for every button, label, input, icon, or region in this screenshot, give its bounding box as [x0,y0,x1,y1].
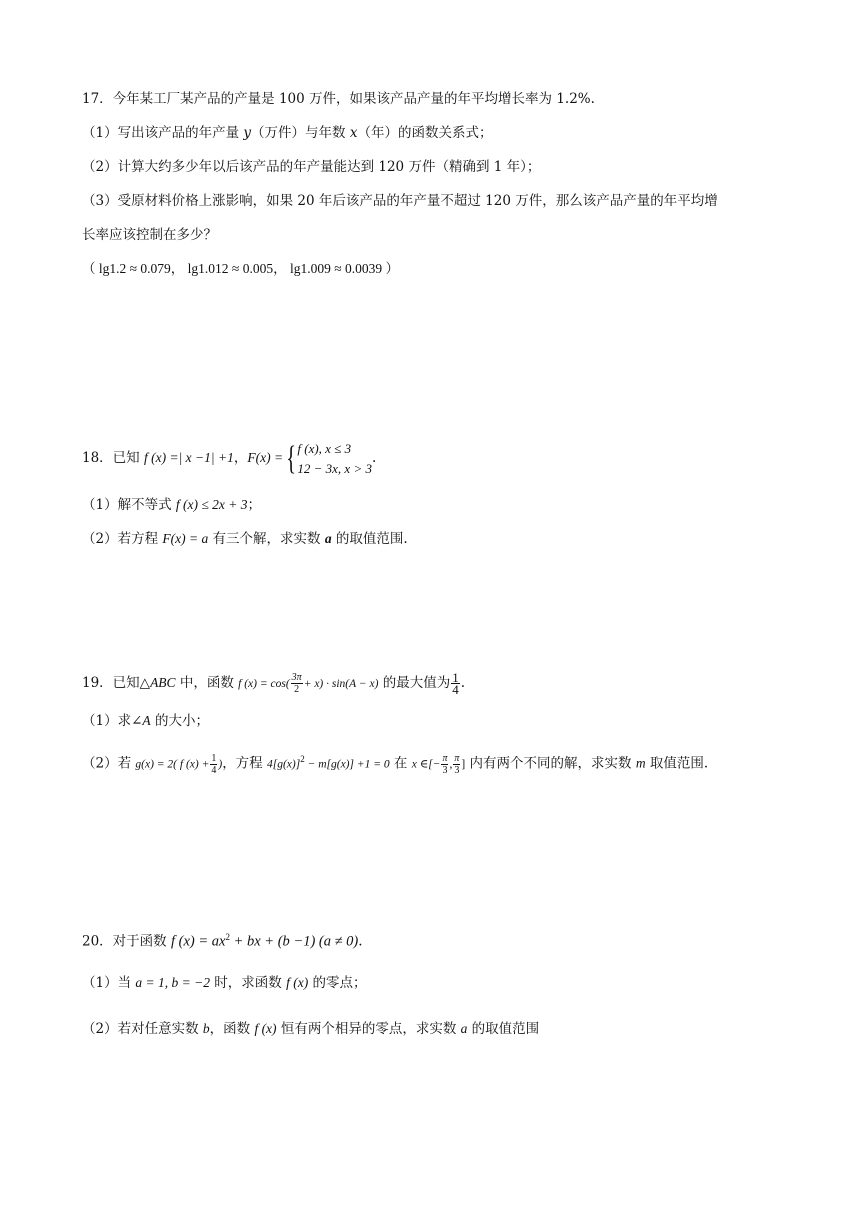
q17-stem [82,90,595,108]
q18-F-lhs: F(x) = [247,450,284,465]
q17-part3-line1 [82,192,718,210]
q17-hint [82,260,399,278]
q20-p2-function: f (x) [254,1021,277,1036]
q18-separator: ， [233,450,248,466]
q18-part1 [82,496,261,514]
q19-g-suffix: ) [218,758,223,771]
q20-p1-text-c: 的零点； [308,975,367,991]
q19-g-num: 1 [211,752,217,764]
q17-p3-text-2: 长率应该控制在多少？ [82,227,217,243]
q17-part2 [82,158,540,176]
q19-equation-rest: − m[g(x)] +1 = 0 [304,758,390,771]
q19-p2-text-d: 内有两个不同的解，求实数 [465,755,636,772]
q18-p2-equation: F(x) = a [162,531,209,546]
q19-interval-pi-2: π [454,752,460,764]
q20-p1-text-b: 时，求函数 [209,975,287,991]
q17-p2-text: （2）计算大约多少年以后该产品的年产量能达到 120 万件（精确到 1 年）； [82,159,541,175]
q17-part1 [82,124,492,142]
q19-interval-den-1: 3 [442,764,448,776]
q17-p1-text-a: （1）写出该产品的年产量 [82,125,244,141]
q19-f-prefix: f (x) = cos( [238,678,290,690]
q20-p2-text-d: 的取值范围 [467,1021,540,1037]
q19-equation-exponent: 2 [300,754,305,764]
q18-f-definition: f (x) =| x −1| +1 [143,450,234,465]
q17-stem-text: 17．今年某工厂某产品的产量是 100 万件，如果该产品产量的年平均增长率为 1.2%. [82,91,595,107]
q18-left-brace: { [286,439,297,477]
q19-stem-text-a: 19．已知△ [82,675,151,691]
q19-interval-suffix: ] [461,758,466,771]
q20-p2-text-c: 恒有两个相异的零点，求实数 [276,1021,461,1037]
q20-f-definition-rest: + bx + (b −1) (a ≠ 0) [229,933,359,950]
q19-var-m: m [635,755,646,771]
q19-fraction-3pi-2 [291,672,303,695]
q19-g-prefix: g(x) = 2( f (x) + [135,758,210,771]
q20-stem-text-b: . [358,933,363,950]
q20-p1-condition: a = 1, b = −2 [135,975,210,990]
q18-part2 [82,530,408,548]
q19-interval-pi-1: π [442,752,448,764]
q19-triangle-abc: ABC [150,675,176,690]
q18-p1-text-b: ； [247,497,262,513]
q19-interval-frac-1 [441,753,448,776]
q19-max-den: 4 [452,682,459,697]
q19-f-suffix: + x) · sin(A − x) [303,678,379,690]
q19-p2-text-e: 取值范围. [645,755,709,772]
q17-part3-line2 [82,226,217,244]
q18-stem [82,438,376,479]
q20-f-definition: f (x) = ax [170,933,226,950]
q19-p1-angle-a: A [142,713,151,728]
q20-p2-var-a: a [460,1021,468,1036]
q19-stem-text-d: . [460,675,465,691]
q18-p1-inequality: f (x) ≤ 2x + 3 [175,497,248,512]
q18-p2-text-a: （2）若方程 [82,531,163,547]
q18-case-2: 12 − 3x, x > 3 [297,460,372,476]
q20-p2-text-a: （2）若对任意实数 [82,1021,203,1037]
q19-stem [82,668,465,699]
q19-p2-text-c: 在 [389,755,412,772]
q18-p2-var-a: a [324,531,332,546]
q18-p2-text-b: 有三个解，求实数 [208,531,325,547]
q20-p2-text-b: ，函数 [209,1021,255,1037]
q19-fraction-den: 2 [294,684,300,695]
q20-part1 [82,974,366,992]
q19-part1 [82,712,209,730]
q20-p2-var-b: b [202,1021,210,1036]
q20-part2 [82,1020,539,1038]
q17-p1-var-x: x [349,125,358,141]
q20-p1-text-a: （1）当 [82,975,136,991]
q19-interval-prefix: x ∈[− [411,758,441,771]
q19-stem-text-c: 的最大值为 [378,675,451,691]
q17-p1-text-b: （万件）与年数 [251,125,350,141]
q20-stem [82,928,363,951]
q17-p3-text-1: （3）受原材料价格上涨影响，如果 20 年后该产品的年产量不超过 120 万件，那么该产品产量的年平均增 [82,193,718,209]
q18-piecewise-cases [297,439,372,479]
q18-case-1: f (x), x ≤ 3 [297,440,352,456]
q18-p1-text-a: （1）解不等式 [82,497,176,513]
q19-p1-text-a: （1）求∠ [82,713,143,729]
q18-p2-text-c: 的取值范围. [331,531,408,547]
q19-g-fraction [210,753,217,776]
q19-max-num: 1 [452,670,459,685]
q20-exponent: 2 [225,932,230,942]
q19-fraction-num: 3π [291,672,302,683]
q19-interval-comma: , [449,758,453,771]
q20-p1-function: f (x) [286,975,309,990]
q19-interval-den-2: 3 [454,764,460,776]
q19-g-den: 4 [211,764,217,776]
q17-p1-text-c: （年）的函数关系式； [357,125,493,141]
q19-p2-text-a: （2）若 [82,755,136,772]
q19-part2 [82,744,708,780]
q19-equation: 4[g(x)] [266,758,301,771]
q18-end-period: . [371,450,377,466]
q20-stem-text-a: 20．对于函数 [82,933,171,950]
q19-max-fraction [451,672,460,695]
q17-hint-text: （ lg1.2 ≈ 0.079， lg1.012 ≈ 0.005， lg1.009 ≈ 0.0039 ） [82,261,399,276]
q19-p2-text-b: ，方程 [222,755,267,772]
q19-p1-text-b: 的大小； [150,713,209,729]
q17-p1-var-y: y [243,125,252,141]
q19-interval-frac-2 [453,753,460,776]
q18-stem-text: 18．已知 [82,450,144,466]
q19-stem-text-b: 中，函数 [175,675,239,691]
